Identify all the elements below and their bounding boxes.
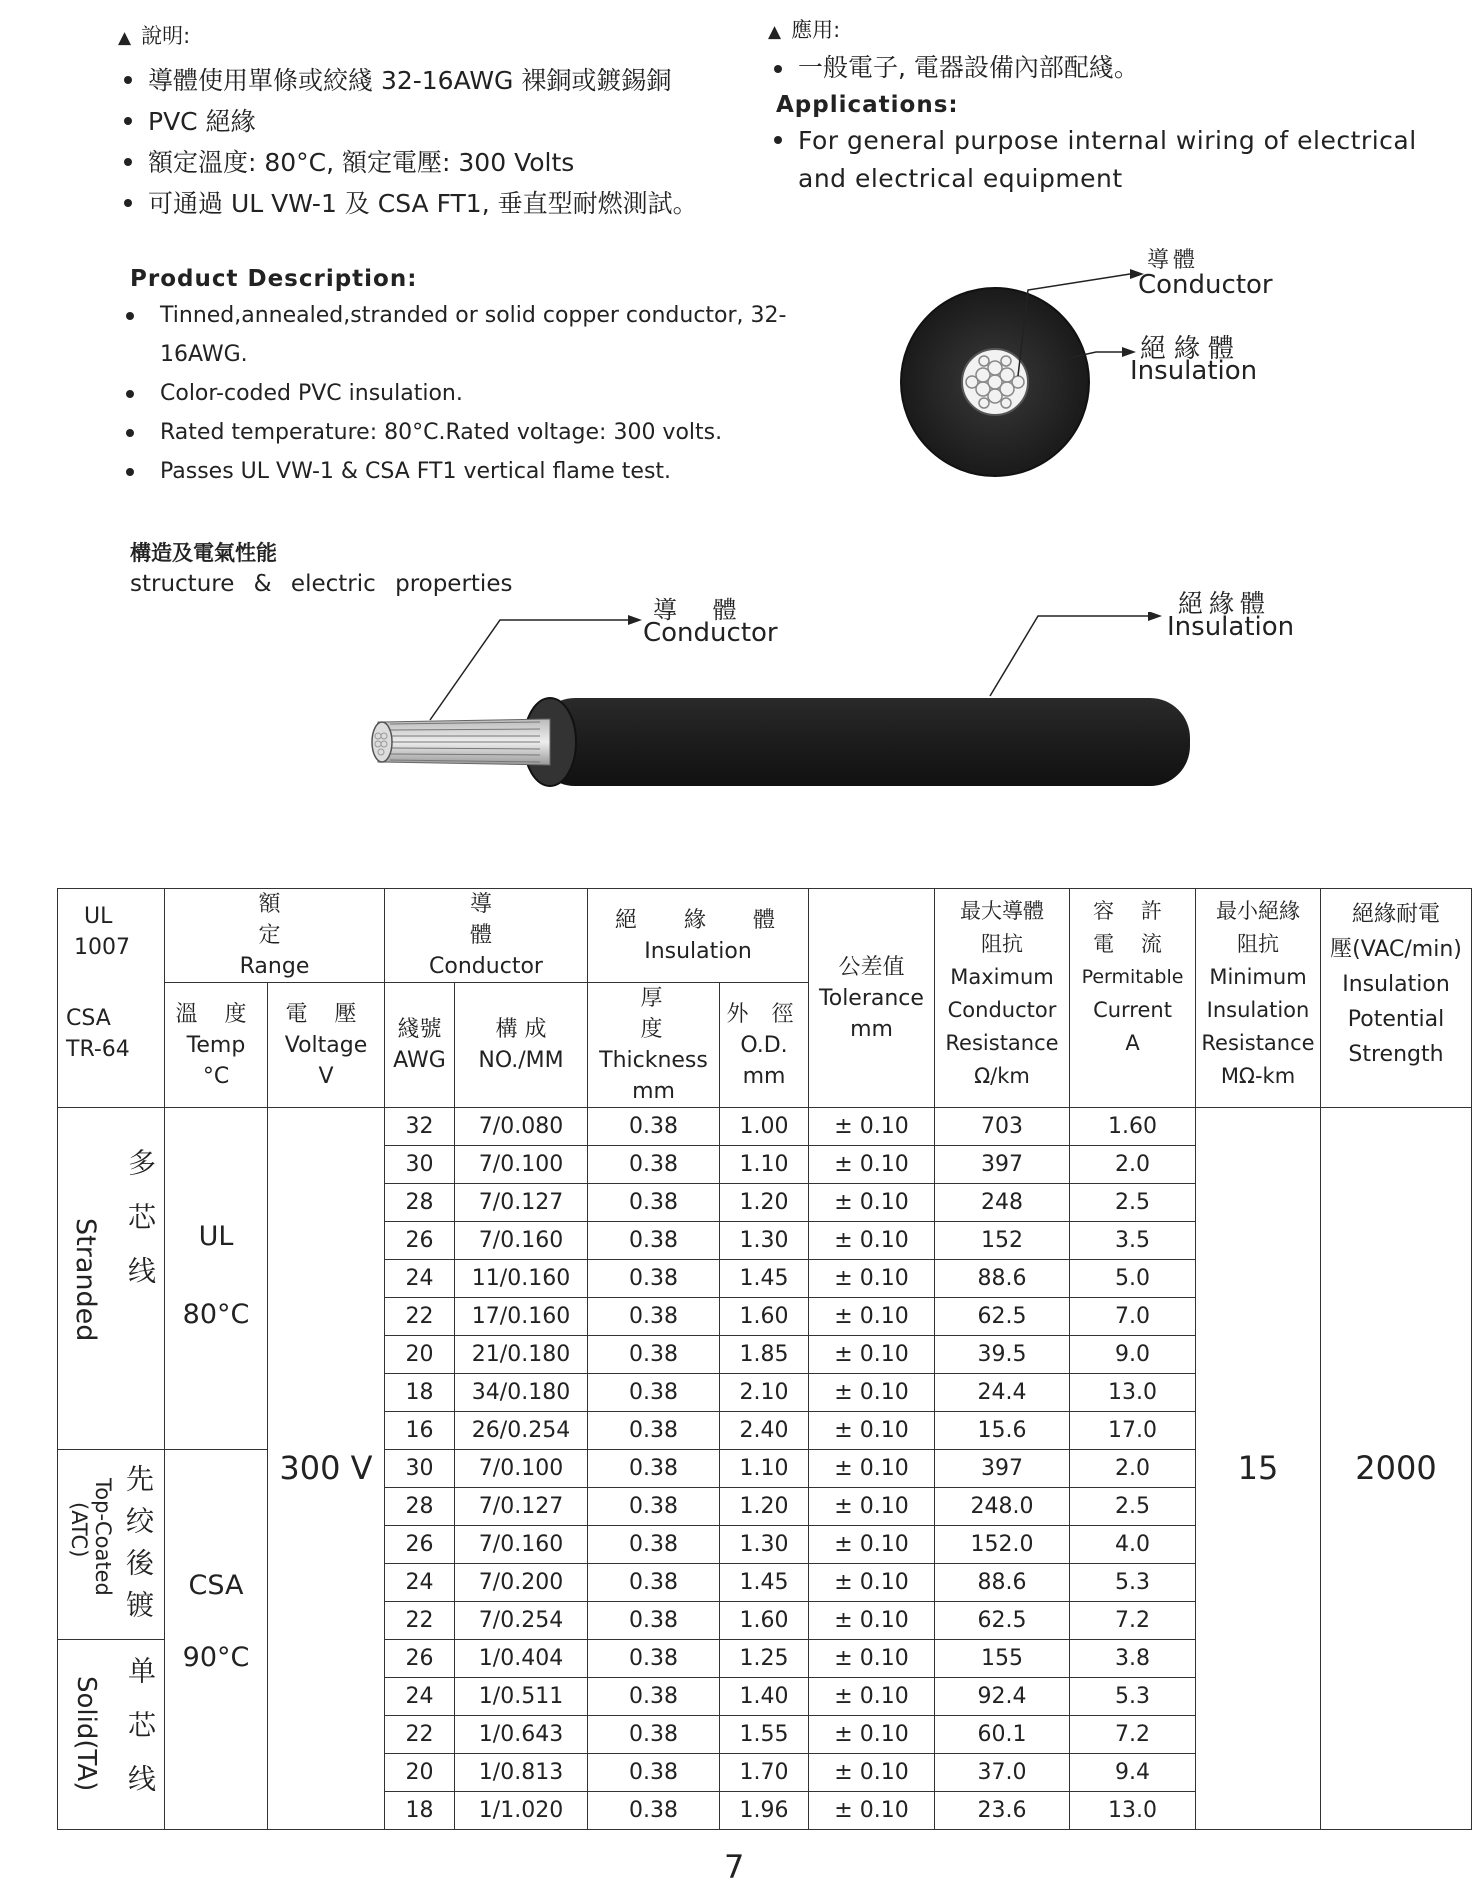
- no-mm-cell: 7/0.100: [455, 1450, 588, 1488]
- thickness-cell: 0.38: [588, 1678, 720, 1716]
- resistance-cell: 37.0: [935, 1754, 1070, 1792]
- resistance-cell: 62.5: [935, 1602, 1070, 1640]
- thickness-cell: 0.38: [588, 1412, 720, 1450]
- resistance-cell: 248: [935, 1184, 1070, 1222]
- thickness-cell: 0.38: [588, 1526, 720, 1564]
- no-mm-cell: 1/0.511: [455, 1678, 588, 1716]
- current-cell: 7.2: [1070, 1602, 1196, 1640]
- resistance-cell: 39.5: [935, 1336, 1070, 1374]
- resistance-cell: 23.6: [935, 1792, 1070, 1830]
- no-mm-cell: 1/0.643: [455, 1716, 588, 1754]
- tolerance-cell: ± 0.10: [809, 1298, 935, 1336]
- current-cell: 2.0: [1070, 1450, 1196, 1488]
- thickness-cell: 0.38: [588, 1336, 720, 1374]
- current-cell: 7.2: [1070, 1716, 1196, 1754]
- awg-cell: 24: [385, 1564, 455, 1602]
- tolerance-cell: ± 0.10: [809, 1222, 935, 1260]
- applications-zh-header: ▲ 應用:: [768, 18, 841, 42]
- resistance-cell: 152: [935, 1222, 1070, 1260]
- no-mm-cell: 26/0.254: [455, 1412, 588, 1450]
- od-cell: 1.96: [720, 1792, 809, 1830]
- current-cell: 4.0: [1070, 1526, 1196, 1564]
- applications-section: [768, 14, 1468, 198]
- current-cell: 2.5: [1070, 1184, 1196, 1222]
- thickness-cell: 0.38: [588, 1564, 720, 1602]
- no-mm-cell: 7/0.080: [455, 1108, 588, 1146]
- resistance-cell: 88.6: [935, 1260, 1070, 1298]
- od-cell: 1.60: [720, 1602, 809, 1640]
- cross-conductor-en-label: Conductor: [1138, 270, 1273, 300]
- thickness-cell: 0.38: [588, 1374, 720, 1412]
- thickness-cell: 0.38: [588, 1298, 720, 1336]
- cross-insulation-zh-label: 絕緣體: [1140, 334, 1243, 364]
- thickness-cell: 0.38: [588, 1108, 720, 1146]
- no-mm-cell: 1/0.404: [455, 1640, 588, 1678]
- applications-zh-list: [768, 50, 1468, 86]
- tolerance-cell: ± 0.10: [809, 1754, 935, 1792]
- od-cell: 1.45: [720, 1260, 809, 1298]
- no-mm-cell: 34/0.180: [455, 1374, 588, 1412]
- thickness-cell: 0.38: [588, 1754, 720, 1792]
- tolerance-cell: ± 0.10: [809, 1374, 935, 1412]
- no-mm-cell: 7/0.160: [455, 1526, 588, 1564]
- awg-cell: 30: [385, 1146, 455, 1184]
- list-item: PVC 絕緣: [118, 101, 768, 142]
- resistance-cell: 88.6: [935, 1564, 1070, 1602]
- current-cell: 2.0: [1070, 1146, 1196, 1184]
- od-cell: 1.30: [720, 1526, 809, 1564]
- no-mm-cell: 7/0.160: [455, 1222, 588, 1260]
- product-description-list: [130, 296, 790, 491]
- od-cell: 1.20: [720, 1184, 809, 1222]
- od-cell: 1.25: [720, 1640, 809, 1678]
- triangle-icon: ▲: [118, 28, 132, 48]
- table-header-current: 容 許 電 流 Permitable Current A: [1070, 889, 1196, 1108]
- tolerance-cell: ± 0.10: [809, 1184, 935, 1222]
- no-mm-cell: 11/0.160: [455, 1260, 588, 1298]
- table-header-thickness: 厚 度 Thickness mm: [588, 983, 720, 1108]
- group-atc-zh: 先绞後镀: [122, 1464, 155, 1632]
- cross-insulation-en-label: Insulation: [1130, 356, 1258, 386]
- table-header-voltage: 電 壓 Voltage V: [268, 983, 385, 1108]
- table-header-od: 外 徑 O.D. mm: [720, 983, 809, 1108]
- awg-cell: 26: [385, 1526, 455, 1564]
- tolerance-cell: ± 0.10: [809, 1336, 935, 1374]
- group-atc: [58, 1450, 165, 1640]
- od-cell: 2.40: [720, 1412, 809, 1450]
- no-mm-cell: 7/0.100: [455, 1146, 588, 1184]
- group-stranded: [58, 1108, 165, 1450]
- current-cell: 5.0: [1070, 1260, 1196, 1298]
- thickness-cell: 0.38: [588, 1488, 720, 1526]
- table-header-conductor: 導 體 Conductor: [385, 889, 588, 983]
- awg-cell: 24: [385, 1678, 455, 1716]
- tolerance-cell: ± 0.10: [809, 1412, 935, 1450]
- current-cell: 2.5: [1070, 1488, 1196, 1526]
- awg-cell: 28: [385, 1184, 455, 1222]
- resistance-cell: 60.1: [935, 1716, 1070, 1754]
- awg-cell: 28: [385, 1488, 455, 1526]
- od-cell: 1.60: [720, 1298, 809, 1336]
- current-cell: 17.0: [1070, 1412, 1196, 1450]
- wire-insulation-en-label: Insulation: [1167, 612, 1295, 642]
- tolerance-cell: ± 0.10: [809, 1146, 935, 1184]
- awg-cell: 18: [385, 1374, 455, 1412]
- no-mm-cell: 7/0.127: [455, 1488, 588, 1526]
- structure-heading: [130, 537, 512, 597]
- awg-cell: 26: [385, 1640, 455, 1678]
- awg-cell: 22: [385, 1298, 455, 1336]
- current-cell: 3.5: [1070, 1222, 1196, 1260]
- group-stranded-zh: 多芯线: [124, 1148, 157, 1310]
- resistance-cell: 15.6: [935, 1412, 1070, 1450]
- no-mm-cell: 7/0.254: [455, 1602, 588, 1640]
- current-cell: 13.0: [1070, 1792, 1196, 1830]
- tolerance-cell: ± 0.10: [809, 1678, 935, 1716]
- resistance-cell: 397: [935, 1450, 1070, 1488]
- wire-insulation-body: [535, 698, 1190, 786]
- group-solid-zh: 单芯线: [124, 1656, 157, 1818]
- wire-side-view-diagram: [370, 612, 1250, 812]
- thickness-cell: 0.38: [588, 1222, 720, 1260]
- od-cell: 2.10: [720, 1374, 809, 1412]
- od-cell: 1.40: [720, 1678, 809, 1716]
- group-solid-en: Solid(TA): [71, 1676, 101, 1792]
- awg-cell: 22: [385, 1716, 455, 1754]
- od-cell: 1.10: [720, 1450, 809, 1488]
- tolerance-cell: ± 0.10: [809, 1564, 935, 1602]
- awg-cell: 16: [385, 1412, 455, 1450]
- awg-cell: 18: [385, 1792, 455, 1830]
- list-item: Color-coded PVC insulation.: [130, 374, 790, 413]
- current-cell: 9.4: [1070, 1754, 1196, 1792]
- od-cell: 1.70: [720, 1754, 809, 1792]
- product-description-section: [130, 266, 790, 491]
- table-header-range: 額 定 Range: [165, 889, 385, 983]
- list-item: 可通過 UL VW-1 及 CSA FT1, 垂直型耐燃測試。: [118, 183, 768, 224]
- table-header-temp: 溫 度 Temp °C: [165, 983, 268, 1108]
- thickness-cell: 0.38: [588, 1260, 720, 1298]
- list-item: Tinned,annealed,stranded or solid copper conductor, 32-16AWG.: [130, 296, 790, 374]
- strength-cell: 2000: [1321, 1108, 1472, 1830]
- awg-cell: 24: [385, 1260, 455, 1298]
- resistance-cell: 155: [935, 1640, 1070, 1678]
- spec-table-body: [58, 1108, 1472, 1830]
- current-cell: 3.8: [1070, 1640, 1196, 1678]
- temp-csa-cell: CSA 90°C: [165, 1450, 268, 1830]
- voltage-cell: 300 V: [268, 1108, 385, 1830]
- current-cell: 5.3: [1070, 1564, 1196, 1602]
- table-header-min-insulation: 最小絕緣 阻抗 Minimum Insulation Resistance MΩ-km: [1196, 889, 1321, 1108]
- od-cell: 1.30: [720, 1222, 809, 1260]
- od-cell: 1.00: [720, 1108, 809, 1146]
- table-header-resistance: 最大導體 阻抗 Maximum Conductor Resistance Ω/km: [935, 889, 1070, 1108]
- table-header-tolerance: 公差值 Tolerance mm: [809, 889, 935, 1108]
- table-header-insulation: 絕 緣 體 Insulation: [588, 889, 809, 983]
- no-mm-cell: 1/1.020: [455, 1792, 588, 1830]
- group-solid: [58, 1640, 165, 1830]
- no-mm-cell: 21/0.180: [455, 1336, 588, 1374]
- no-mm-cell: 1/0.813: [455, 1754, 588, 1792]
- thickness-cell: 0.38: [588, 1146, 720, 1184]
- tolerance-cell: ± 0.10: [809, 1488, 935, 1526]
- chinese-spec-section: [118, 20, 768, 224]
- table-header-standard: UL 1007 CSA TR-64: [58, 889, 165, 1108]
- applications-en-list: [768, 122, 1468, 198]
- od-cell: 1.10: [720, 1146, 809, 1184]
- current-cell: 13.0: [1070, 1374, 1196, 1412]
- awg-cell: 26: [385, 1222, 455, 1260]
- list-item: Rated temperature: 80°C.Rated voltage: 300 volts.: [130, 413, 790, 452]
- tolerance-cell: ± 0.10: [809, 1792, 935, 1830]
- thickness-cell: 0.38: [588, 1184, 720, 1222]
- list-item: 額定溫度: 80°C, 額定電壓: 300 Volts: [118, 142, 768, 183]
- list-item: 導體使用單條或絞綫 32-16AWG 裸銅或鍍錫銅: [118, 60, 768, 101]
- awg-cell: 30: [385, 1450, 455, 1488]
- thickness-cell: 0.38: [588, 1640, 720, 1678]
- structure-heading-en: structure & electric properties: [130, 571, 513, 597]
- applications-en-header: Applications:: [776, 92, 959, 118]
- tolerance-cell: ± 0.10: [809, 1602, 935, 1640]
- no-mm-cell: 7/0.200: [455, 1564, 588, 1602]
- wire-conductor-en-label: Conductor: [643, 618, 778, 648]
- resistance-cell: 152.0: [935, 1526, 1070, 1564]
- cross-conductor-zh-label: 導體: [1147, 248, 1200, 273]
- table-header-strength: 絕緣耐電 壓(VAC/min) Insulation Potential Strength: [1321, 889, 1472, 1108]
- current-cell: 1.60: [1070, 1108, 1196, 1146]
- awg-cell: 20: [385, 1754, 455, 1792]
- table-header-no-mm: 構 成 NO./MM: [455, 983, 588, 1108]
- triangle-icon: ▲: [768, 22, 782, 42]
- resistance-cell: 92.4: [935, 1678, 1070, 1716]
- group-stranded-en: Stranded: [70, 1218, 101, 1342]
- od-cell: 1.55: [720, 1716, 809, 1754]
- no-mm-cell: 7/0.127: [455, 1184, 588, 1222]
- tolerance-cell: ± 0.10: [809, 1640, 935, 1678]
- tolerance-cell: ± 0.10: [809, 1260, 935, 1298]
- resistance-cell: 703: [935, 1108, 1070, 1146]
- awg-cell: 32: [385, 1108, 455, 1146]
- temp-ul-cell: UL 80°C: [165, 1108, 268, 1450]
- group-atc-en-1: Top-Coated: [91, 1478, 115, 1596]
- awg-cell: 20: [385, 1336, 455, 1374]
- list-item: Passes UL VW-1 & CSA FT1 vertical flame test.: [130, 452, 790, 491]
- chinese-spec-header: ▲ 說明:: [118, 24, 191, 48]
- tolerance-cell: ± 0.10: [809, 1108, 935, 1146]
- tolerance-cell: ± 0.10: [809, 1450, 935, 1488]
- spec-table: [57, 888, 1472, 1830]
- wire-insulation-zh-label: 絕緣體: [1178, 589, 1272, 618]
- list-item: For general purpose internal wiring of electrical and electrical equipment: [768, 122, 1468, 198]
- current-cell: 9.0: [1070, 1336, 1196, 1374]
- tolerance-cell: ± 0.10: [809, 1716, 935, 1754]
- resistance-cell: 62.5: [935, 1298, 1070, 1336]
- thickness-cell: 0.38: [588, 1602, 720, 1640]
- resistance-cell: 397: [935, 1146, 1070, 1184]
- table-header-awg: 綫號 AWG: [385, 983, 455, 1108]
- od-cell: 1.85: [720, 1336, 809, 1374]
- no-mm-cell: 17/0.160: [455, 1298, 588, 1336]
- thickness-cell: 0.38: [588, 1450, 720, 1488]
- chinese-spec-list: [118, 60, 768, 224]
- resistance-cell: 248.0: [935, 1488, 1070, 1526]
- conductor-core: [962, 349, 1028, 415]
- tolerance-cell: ± 0.10: [809, 1526, 935, 1564]
- product-description-header: Product Description:: [130, 266, 418, 292]
- current-cell: 5.3: [1070, 1678, 1196, 1716]
- min-insulation-cell: 15: [1196, 1108, 1321, 1830]
- thickness-cell: 0.38: [588, 1792, 720, 1830]
- current-cell: 7.0: [1070, 1298, 1196, 1336]
- wire-conductor-zh-label: 導 體: [653, 596, 751, 624]
- thickness-cell: 0.38: [588, 1716, 720, 1754]
- od-cell: 1.20: [720, 1488, 809, 1526]
- group-atc-en-2: (ATC): [67, 1502, 91, 1558]
- page-number: 7: [724, 1848, 745, 1886]
- od-cell: 1.45: [720, 1564, 809, 1602]
- list-item: 一般電子, 電器設備內部配綫。: [768, 50, 1468, 86]
- structure-heading-zh: 構造及電氣性能: [130, 541, 277, 565]
- resistance-cell: 24.4: [935, 1374, 1070, 1412]
- awg-cell: 22: [385, 1602, 455, 1640]
